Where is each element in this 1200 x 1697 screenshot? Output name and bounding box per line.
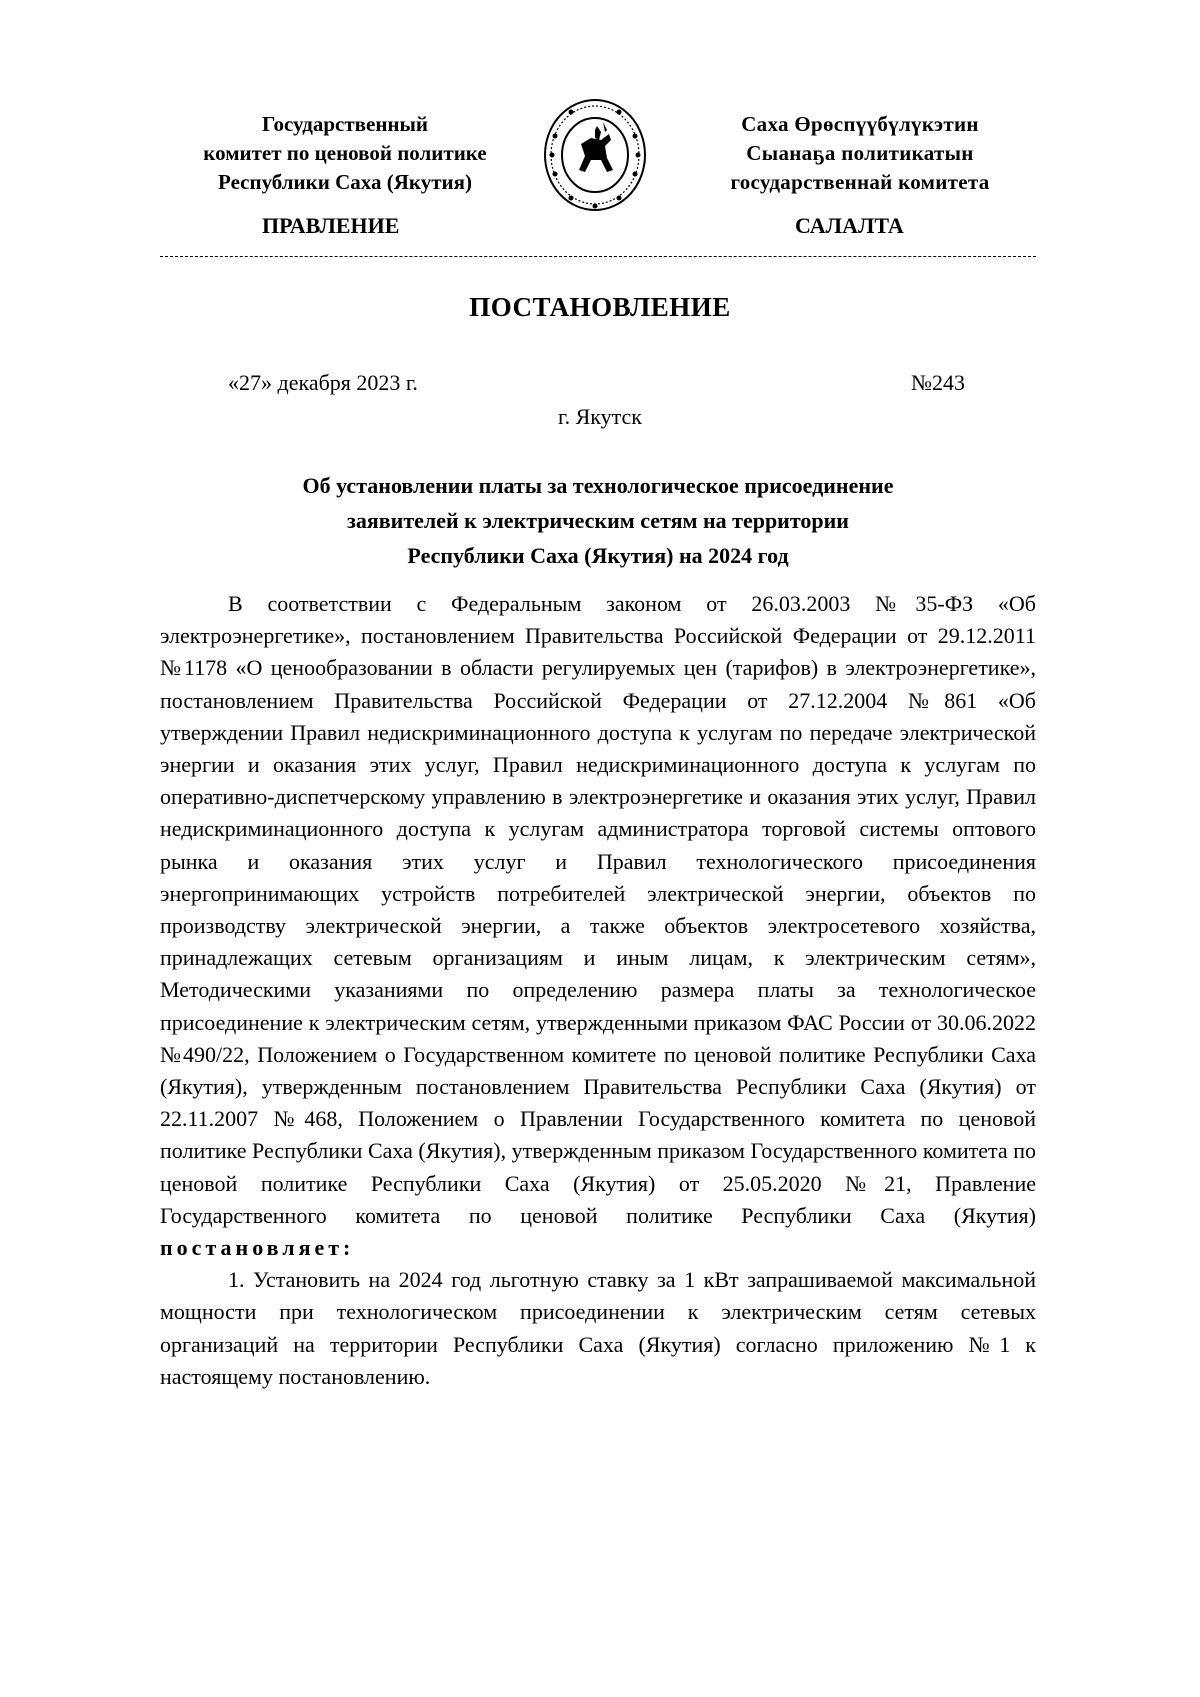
preamble-text: В соответствии с Федеральным законом от 26.03.2003 №35-ФЗ «Об электроэнергетике», постановлением Правительства Российской Федерации от 29.12.2011 №1178 «О ценообразовании в области регулируемых цен (тарифов) в электроэнергетике», постановлением Правительства Российской Федерации от 27.12.2004 №861 «Об утверждении Правил недискриминационного доступа к услугам по передаче электрической энергии и оказания этих услуг, Правил недискриминационного доступа к услугам по оперативно-диспетчерскому управлению в электроэнергетике и оказания этих услуг, Правил недискриминационного доступа к услугам администратора торговой системы оптового рынка и оказания этих услуг и Правил технологического присоединения энергопринимающих устройств потребителей электрической энергии, объектов по производству электрической энергии, а также объектов электросетевого хозяйства, принадлежащих сетевым организациям и иным лицам, к электрическим сетям», Методическими указаниями по определению размера платы за технологическое присоединение к электрическим сетям, утвержденными приказом ФАС России от 30.06.2022 №490/22, Положением о Государственном комитете по ценовой политике Республики Саха (Якутия), утвержденным постановлением Правительства Республики Саха (Якутия) от 22.11.2007 №468, Положением о Правлении Государственного комитета по ценовой политике Республики Саха (Якутия), утвержденным приказом Государственного комитета по ценовой политике Республики Саха (Якутия) от 25.05.2020 №21, Правление Государственного комитета по ценовой политике Республики Саха (Якутия) [160, 591, 1036, 1228]
right-org-line: государственнай комитета [730, 170, 990, 194]
board-title-right: САЛАЛТА [795, 213, 904, 238]
document-subject [160, 468, 1036, 573]
document-city: г. Якутск [558, 404, 642, 429]
document-body [160, 588, 1036, 1393]
subject-line: заявителей к электрическим сетям на территории [347, 508, 849, 533]
preamble-paragraph [160, 588, 1036, 1264]
header-divider [160, 256, 1036, 257]
left-org-line: Государственный [261, 112, 429, 136]
subject-line: Республики Саха (Якутия) на 2024 год [407, 543, 789, 568]
coat-of-arms-icon [541, 96, 649, 214]
right-org-line: Саха Өрөспүүбүлүкэтин [741, 112, 979, 136]
left-org-line: Республики Саха (Якутия) [218, 170, 472, 194]
resolves-keyword: постановляет: [160, 1235, 355, 1261]
right-org-line: Сыанаҕа политикатын [746, 141, 974, 165]
document-type-title: ПОСТАНОВЛЕНИЕ [469, 292, 731, 322]
left-org-line: комитет по ценовой политике [203, 141, 487, 165]
subject-line: Об установлении платы за технологическое присоединение [302, 473, 894, 498]
left-org-name [160, 110, 530, 197]
board-title-left: ПРАВЛЕНИЕ [262, 213, 400, 238]
document-date: «27» декабря 2023 г. [228, 370, 418, 395]
item-1-paragraph: 1. Установить на 2024 год льготную ставку за 1 кВт запрашиваемой максимальной мощности при технологическом присоединении к электрическим сетям сетевых организаций на территории Республики Саха (Якутия) согласно приложению №1 к настоящему постановлению. [160, 1267, 1036, 1389]
document-number: №243 [911, 370, 965, 395]
right-org-name [675, 110, 1045, 197]
